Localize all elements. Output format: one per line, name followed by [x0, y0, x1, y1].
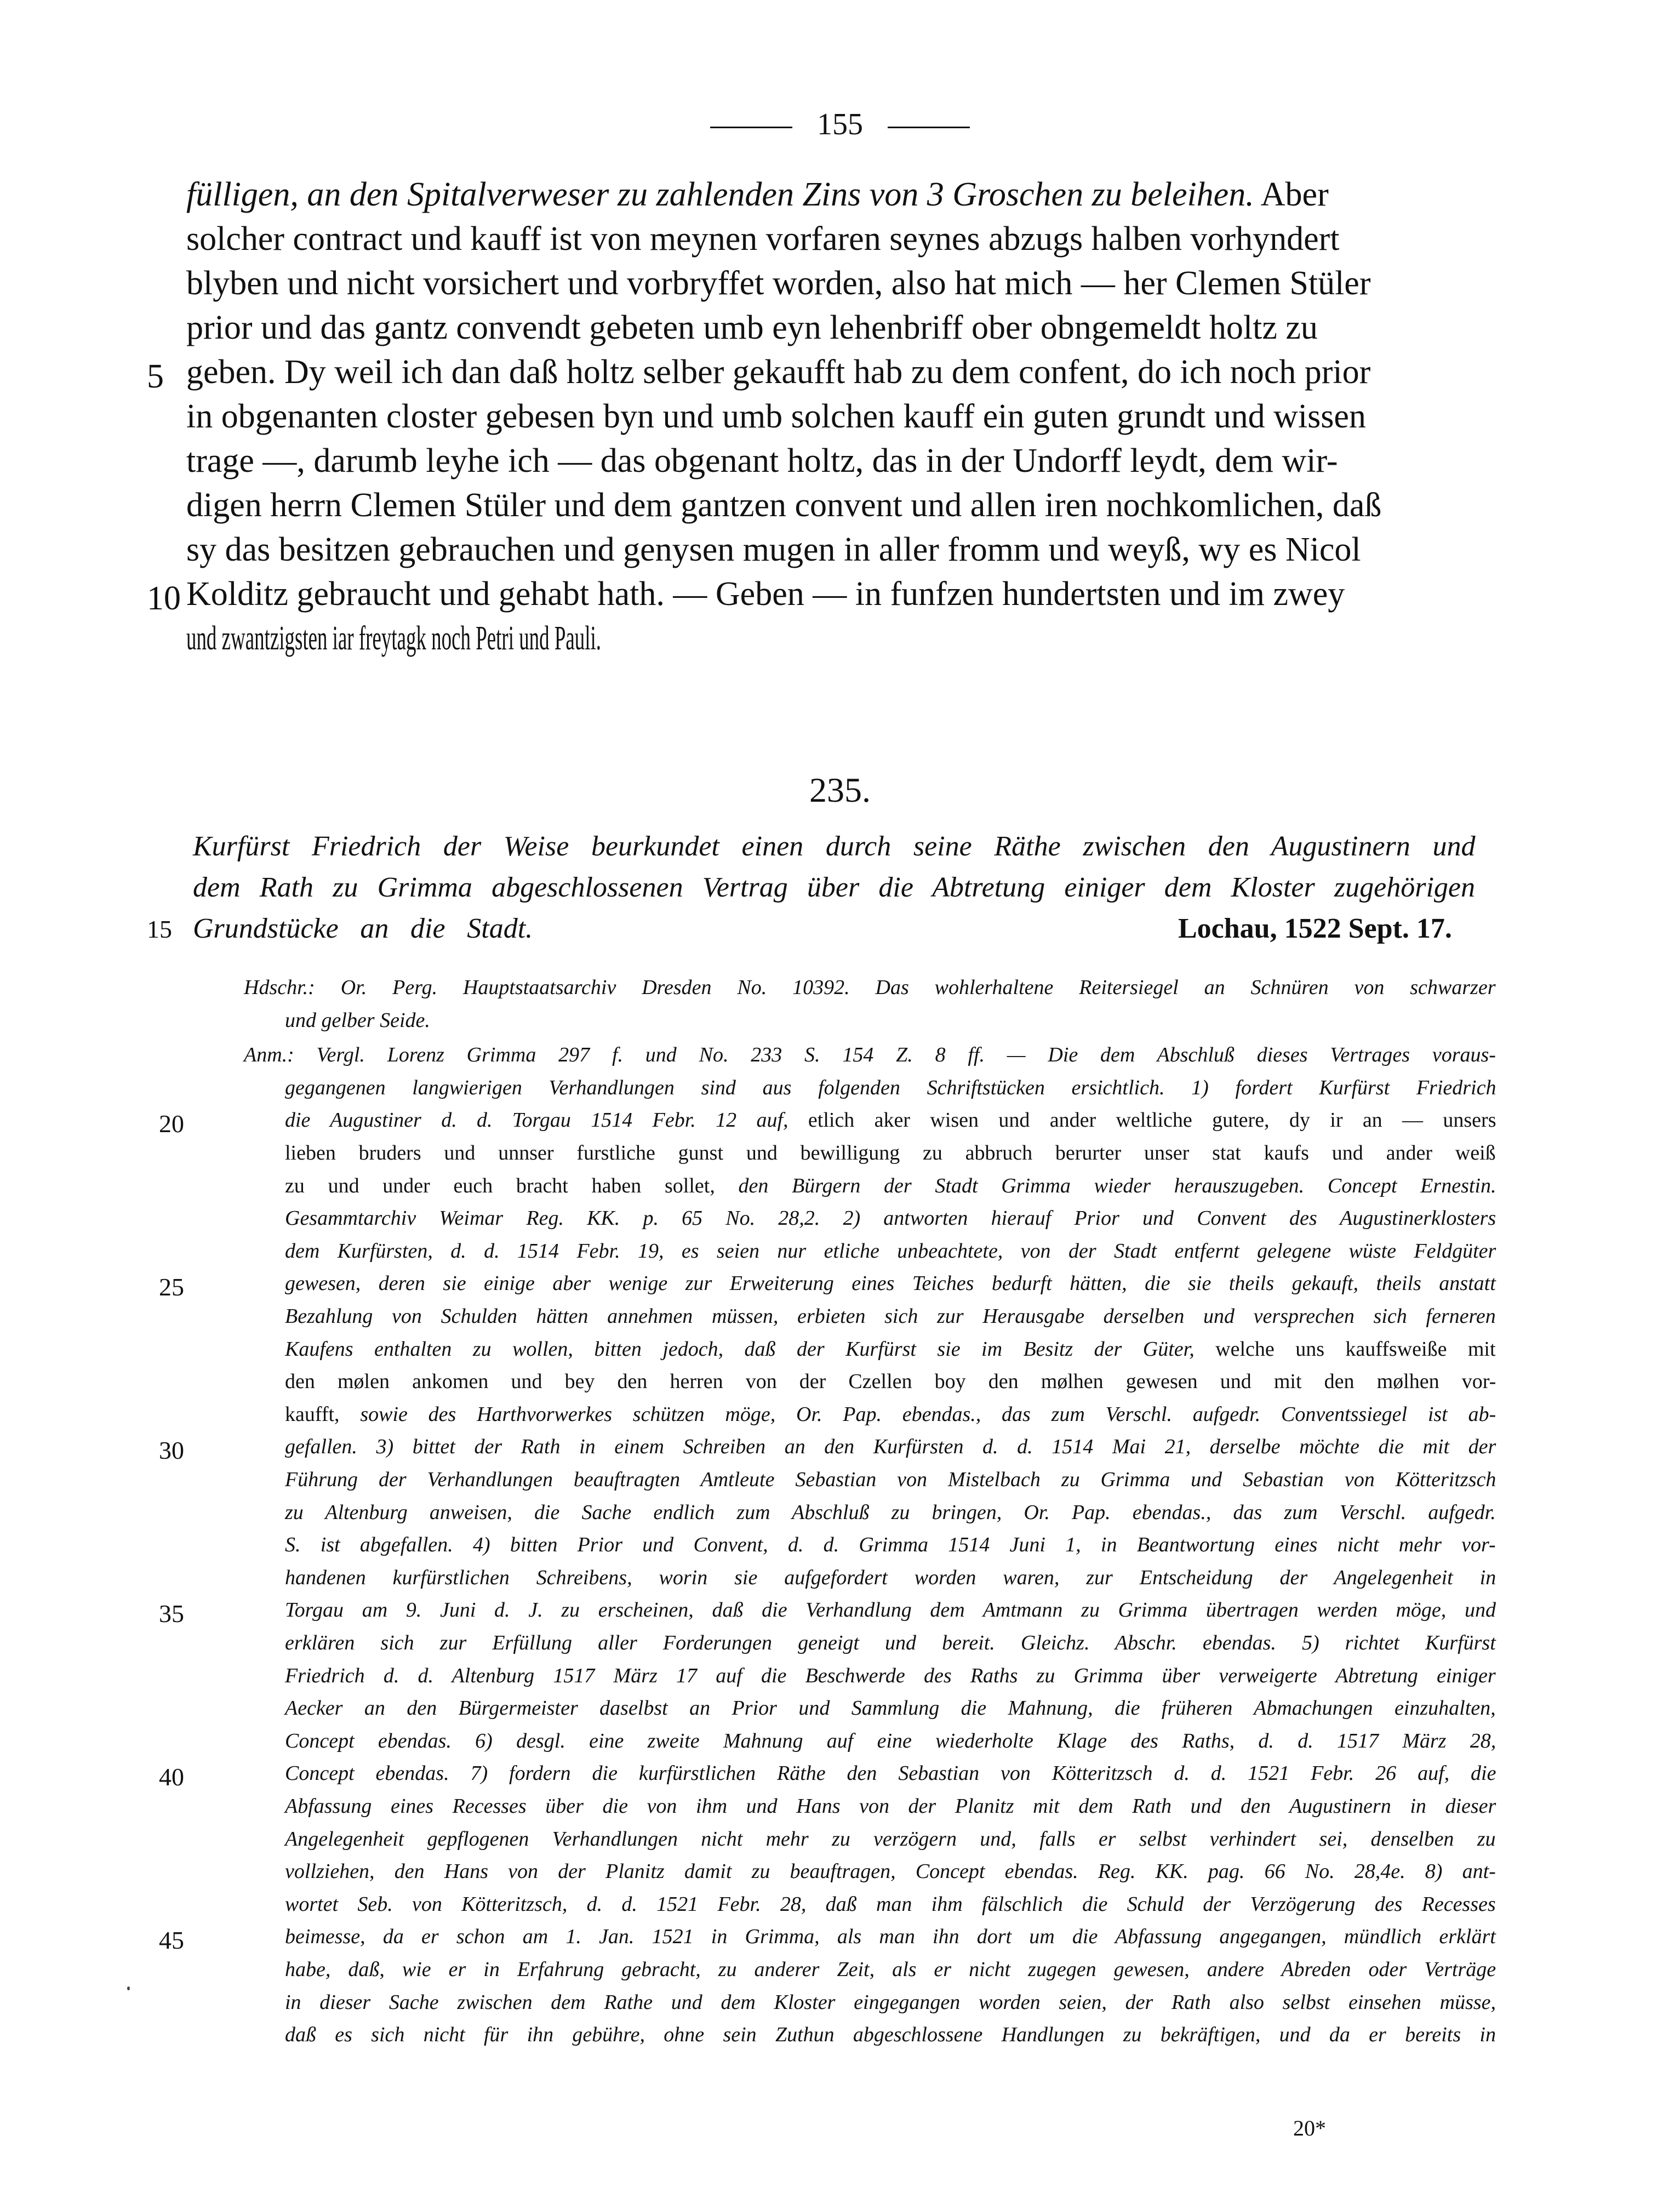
text-run: welche uns kauffsweiße mit [1215, 1337, 1496, 1361]
text-run: den mølen ankomen und bey den herren von der Czellen boy den mølhen gewesen und mit den mølhen vor- [285, 1370, 1496, 1394]
text-run: gewesen, deren sie einige aber wenige zur Erweiterung eines Teiches bedurft hätten, die sie theils gekauft, theils anstatt [285, 1272, 1496, 1295]
apparatus-line [285, 1892, 1496, 1916]
apparatus-line [285, 1337, 1496, 1361]
page-number: 155 [817, 107, 863, 141]
text-line [186, 530, 1474, 569]
apparatus-line [285, 1957, 1496, 1982]
apparatus-line [285, 1566, 1496, 1590]
text-run: digen herrn Clemen Stüler und dem gantzen convent und allen iren nochkomlichen, daß [186, 487, 1382, 524]
apparatus-line [285, 1729, 1496, 1753]
text-run: kaufft, [285, 1402, 361, 1426]
apparatus-line [285, 1141, 1496, 1165]
head-rule-right [888, 127, 970, 128]
line-number: 20 [159, 1110, 184, 1138]
line-number: 5 [147, 358, 164, 395]
text-run: S. ist abgefallen. 4) bitten Prior und Convent, d. d. Grimma 1514 Juni 1, in Beantwortung eines nicht mehr vor- [285, 1533, 1496, 1557]
text-run: sy das besitzen gebrauchen und genysen mugen in aller fromm und weyß, wy es Nicol [186, 531, 1361, 568]
apparatus-line [285, 1468, 1496, 1492]
text-run: den Bürgern der Stadt Grimma wieder herauszugeben. Concept Ernestin. [738, 1174, 1496, 1197]
text-run: trage —, darumb leyhe ich — das obgenant holtz, das in der Undorff leydt, dem wir- [186, 442, 1338, 479]
text-run: zu Altenburg anweisen, die Sache endlich zum Abschluß zu bringen, Or. Pap. ebendas., das zum Verschl. aufgedr. [285, 1500, 1496, 1524]
text-run: zu und under euch bracht haben sollet, [285, 1174, 739, 1197]
text-run: Führung der Verhandlungen beauftragten Amtleute Sebastian von Mistelbach zu Grimma und Sebastian von Kötteritzsch [285, 1468, 1496, 1491]
text-run: gefallen. 3) bittet der Rath in einem Schreiben an den Kurfürsten d. d. 1514 Mai 21, derselbe möchte die mit der [285, 1435, 1496, 1459]
regest-line: dem Rath zu Grimma abgeschlossenen Vertrag über die Abtretung einiger dem Kloster zugehörigen [193, 872, 1475, 903]
apparatus-line [285, 1008, 430, 1032]
apparatus-line [285, 1500, 1496, 1525]
text-line [186, 486, 1474, 525]
text-line [186, 220, 1474, 259]
text-run: die Augustiner d. d. Torgau 1514 Febr. 12 auf, [285, 1109, 808, 1132]
apparatus-line [285, 1794, 1496, 1818]
regest-line: Kurfürst Friedrich der Weise beurkundet einen durch seine Räthe zwischen den Augustinern und [193, 831, 1476, 862]
text-run: wortet Seb. von Kötteritzsch, d. d. 1521 Febr. 28, daß man ihm fälschlich die Schuld der Verzögerung des Recesses [285, 1892, 1496, 1916]
text-run: in dieser Sache zwischen dem Rathe und dem Kloster eingegangen worden seien, der Rath also selbst einsehen müsse, [285, 1990, 1496, 2014]
apparatus-line [285, 1990, 1496, 2014]
text-run: vollziehen, den Hans von der Planitz damit zu beauftragen, Concept ebendas. Reg. KK. pag. 66 No. 28,4e. 8) ant- [285, 1860, 1496, 1883]
line-number: 30 [159, 1436, 184, 1465]
apparatus-line [285, 1631, 1496, 1655]
head-rule-left [710, 127, 792, 128]
running-head [0, 107, 1680, 142]
regest-line: Grundstücke an die Stadt. [193, 913, 533, 944]
apparatus-line [285, 1402, 1496, 1426]
line-number: 15 [147, 915, 172, 943]
apparatus-line [285, 1304, 1496, 1328]
apparatus-line [285, 1174, 1496, 1198]
charter-number: 235. [809, 770, 871, 809]
apparatus-line [285, 1696, 1496, 1720]
text-run: Torgau am 9. Juni d. J. zu erscheinen, daß die Verhandlung dem Amtmann zu Grimma übertragen werden möge, und [285, 1598, 1496, 1622]
line-number: 10 [147, 580, 181, 617]
text-run: solcher contract und kauff ist von meynen vorfaren seynes abzugs halben vorhyndert [186, 220, 1340, 258]
text-run: Aecker an den Bürgermeister daselbst an Prior und Sammlung die Mahnung, die früheren Abmachungen einzuhalten, [285, 1697, 1496, 1720]
text-line [186, 309, 1474, 347]
text-run: etlich aker wisen und ander weltliche gutere, dy ir an — unsers [808, 1109, 1496, 1132]
apparatus-line [285, 2023, 1496, 2047]
apparatus-line [285, 1435, 1496, 1459]
apparatus-line [285, 1664, 1496, 1688]
text-run: und zwantzigsten iar freytagk noch Petri und Pauli. [186, 620, 601, 657]
text-run: Kolditz gebraucht und gehabt hath. — Geben — in funfzen hundertsten und im zwey [186, 575, 1345, 613]
text-line [186, 175, 1474, 214]
text-line [186, 442, 1474, 481]
text-run: Friedrich d. d. Altenburg 1517 März 17 auf die Beschwerde des Raths zu Grimma über verweigerte Abtretung einiger [285, 1664, 1496, 1687]
text-run: in obgenanten closter gebesen byn und umb solchen kauff ein guten grundt und wissen [186, 398, 1366, 435]
apparatus-line [285, 1076, 1496, 1100]
apparatus-line [285, 1271, 1496, 1295]
text-run: Concept ebendas. 6) desgl. eine zweite Mahnung auf eine wiederholte Klage des Raths, d. d. 1517 März 28, [285, 1729, 1496, 1752]
text-run: erklären sich zur Erfüllung aller Forderungen geneigt und bereit. Gleichz. Abschr. ebendas. 5) richtet Kurfürst [285, 1631, 1496, 1654]
text-run: daß es sich nicht für ihn gebühre, ohne sein Zuthun abgeschlossene Handlungen zu bekräftigen, und da er bereits in [285, 2023, 1496, 2047]
apparatus-line [285, 1239, 1496, 1263]
apparatus-line [285, 1761, 1496, 1785]
line-number: 40 [159, 1763, 184, 1791]
signature-mark: 20* [1293, 2116, 1326, 2140]
text-line [186, 619, 953, 658]
text-run: Hdschr.: Or. Perg. Hauptstaatsarchiv Dresden No. 10392. Das wohlerhaltene Reitersiegel an Schnüren von schwarzer [244, 976, 1496, 999]
line-number: 25 [159, 1273, 184, 1301]
text-run: Anm.: Vergl. Lorenz Grimma 297 f. und No. 233 S. 154 Z. 8 ff. — Die dem Abschluß dieses Vertrages voraus- [244, 1043, 1496, 1067]
text-run: Angelegenheit gepflogenen Verhandlungen nicht mehr zu verzögern und, falls er selbst verhindert sei, denselben zu [285, 1827, 1496, 1851]
text-run: beimesse, da er schon am 1. Jan. 1521 in Grimma, als man ihn dort um die Abfassung angegangen, mündlich erklärt [285, 1925, 1496, 1949]
print-speck [127, 1986, 130, 1990]
apparatus-line [285, 1369, 1496, 1394]
text-line [186, 397, 1474, 436]
apparatus-line [285, 1925, 1496, 1949]
text-run: Abfassung eines Recesses über die von ihm und Hans von der Planitz mit dem Rath und den Augustinern in dieser [285, 1795, 1496, 1818]
text-run: Gesammtarchiv Weimar Reg. KK. p. 65 No. 28,2. 2) antworten hierauf Prior und Convent des Augustinerklosters [285, 1207, 1496, 1230]
text-run: prior und das gantz convendt gebeten umb eyn lehenbriff ober obngemeldt holtz zu [186, 309, 1318, 346]
apparatus-line [285, 1859, 1496, 1883]
text-run: sowie des Harthvorwerkes schützen möge, Or. Pap. ebendas., das zum Verschl. aufgedr. Conventssiegel ist ab- [360, 1402, 1496, 1426]
line-number: 45 [159, 1926, 184, 1955]
text-run: gegangenen langwierigen Verhandlungen sind aus folgenden Schriftstücken ersichtlich. 1) fordert Kurfürst Friedrich [285, 1076, 1496, 1099]
text-run: habe, daß, wie er in Erfahrung gebracht, zu anderer Zeit, als er nicht zugegen gewesen, andere Abreden oder Verträge [285, 1958, 1496, 1981]
text-run: dem Kurfürsten, d. d. 1514 Febr. 19, es seien nur etliche unbeachtete, von der Stadt entfernt gelegene wüste Feldgüter [285, 1239, 1496, 1263]
text-run: blyben und nicht vorsichert und vorbryffet worden, also hat mich — her Clemen Stüler [186, 265, 1371, 302]
text-run: lieben bruders und unnser furstliche gunst und bewilligung zu abbruch berurter unser stat kaufs und ander weiß [285, 1141, 1496, 1164]
text-run: geben. Dy weil ich dan daß holtz selber gekaufft hab zu dem confent, do ich noch prior [186, 353, 1371, 391]
text-run: Bezahlung von Schulden hätten annehmen müssen, erbieten sich zur Herausgabe derselben und versprechen sich ferneren [285, 1305, 1496, 1328]
regest-place-date: Lochau, 1522 Sept. 17. [1178, 913, 1452, 944]
text-run: Concept ebendas. 7) fordern die kurfürstlichen Räthe den Sebastian von Kötteritzsch d. d. 1521 Febr. 26 auf, die [285, 1762, 1496, 1785]
text-run: Kaufens enthalten zu wollen, bitten jedoch, daß der Kurfürst sie im Besitz der Güter, [285, 1337, 1216, 1361]
text-run: handenen kurfürstlichen Schreibens, worin sie aufgefordert worden waren, zur Entscheidung der Angelegenheit in [285, 1566, 1496, 1589]
text-run: Aber [1254, 176, 1329, 213]
apparatus-line [285, 1533, 1496, 1557]
apparatus-line [285, 1827, 1496, 1851]
apparatus-line [285, 1598, 1496, 1622]
text-run: und gelber Seide. [285, 1008, 430, 1032]
apparatus-line [244, 975, 1496, 1000]
text-run: fülligen, an den Spitalverweser zu zahlenden Zins von 3 Groschen zu beleihen. [186, 176, 1254, 213]
text-line [186, 264, 1474, 303]
apparatus-line [244, 1043, 1496, 1067]
apparatus-line [285, 1206, 1496, 1230]
apparatus-line [285, 1108, 1496, 1132]
line-number: 35 [159, 1600, 184, 1628]
